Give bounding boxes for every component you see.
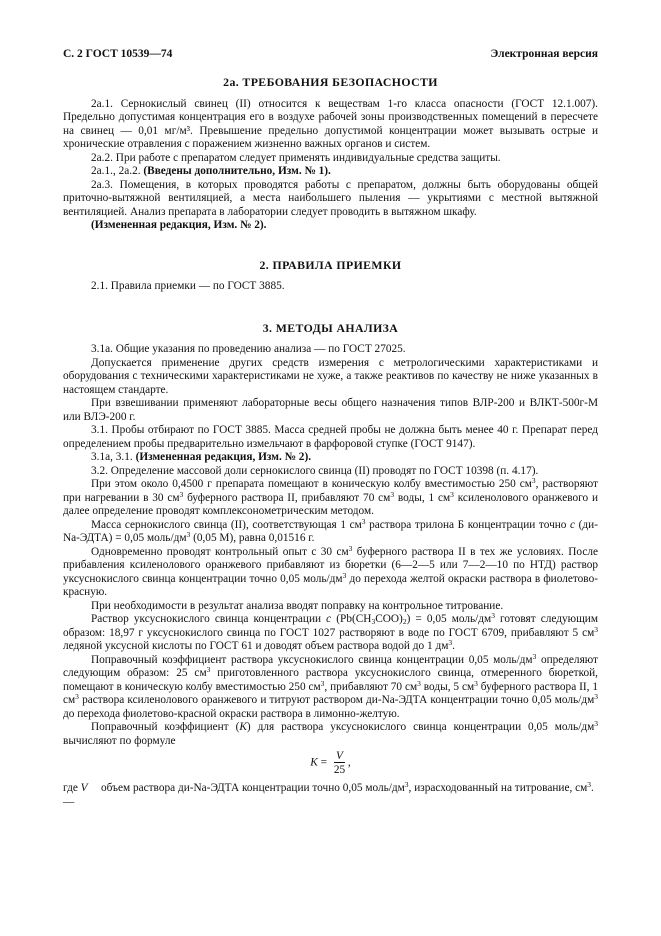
amend-ref: 2а.1., 2а.2.: [91, 165, 141, 177]
paragraph-3-2: 3.2. Определение массовой доли сернокислого свинца (II) проводят по ГОСТ 10398 (п. 4.17).: [91, 464, 539, 477]
paragraph-3-2-g: Поправочный коэффициент раствора уксуснокислого свинца концентрации 0,05 моль/$дм^3$ определяют следующим образом: 25 $см^3$ приготовленного раствора уксуснокислого свинца, отмеренного бюреткой, помещают в коническую колбу вместимостью 250 $см^3$, прибавляют 70 $см^3$ воды, 5 $см^3$ буферного раствора II, 1 $см^3$ раствора ксиленолового оранжевого и титруют раствором ди-Na-ЭДТА концентрации точно 0,05 моль/$дм^3$ до перехода фиолетово-красной окраски раствора в лимонно-желтую.: [63, 651, 598, 720]
page-header-right: Электронная версия: [490, 48, 598, 60]
paragraph-3-2-c: Масса сернокислого свинца (II), соответствующая 1 $см^3$ раствора трилона Б концентрации точно c (ди-Na-ЭДТА) = 0,05 моль/$дм^3$ (0,05 М), равна 0,01516 г.: [63, 516, 598, 544]
formula-equals: =: [317, 756, 330, 769]
amend-note: (Измененная редакция, Изм. № 2).: [135, 451, 312, 463]
paragraph-3-2-e: При необходимости в результат анализа вводят поправку на контрольное титрование.: [91, 599, 504, 612]
amend-note-2a: (Измененная редакция, Изм. № 2).: [91, 219, 267, 231]
paragraph-2-1: 2.1. Правила приемки — по ГОСТ 3885.: [91, 280, 285, 292]
paragraph-3-amend: [63, 451, 598, 465]
formula-fraction: [334, 750, 345, 776]
formula-denominator: 25: [333, 763, 346, 776]
formula-numerator: V: [336, 750, 343, 762]
where-label: где V —: [63, 782, 88, 808]
formula-k: [63, 750, 598, 780]
formula-tail: ,: [345, 756, 351, 769]
where-text: объем раствора ди-Na-ЭДТА концентрации точно 0,05 моль/$дм^3$, израсходованный на титрование, $см^3$.: [101, 780, 594, 794]
paragraph-2a-amend1: [63, 165, 598, 179]
paragraph-2a-3: 2а.3. Помещения, в которых проводятся работы с препаратом, должны быть оборудованы общей приточно-вытяжной вентиляцией, а места наибольшего пыления — укрытиями с местной вытяжной вентиляцией. Анализ препарата в лаборатории следует проводить в вытяжном шкафу.: [63, 178, 598, 218]
paragraph-3-2-h: Поправочный коэффициент (K) для раствора уксуснокислого свинца концентрации 0,05 моль/$дм^3$ вычисляют по формуле: [63, 719, 598, 747]
paragraph-3-1a-c: При взвешивании применяют лабораторные весы общего назначения типов ВЛР-200 и ВЛКТ-500г-М или ВЛЭ-200 г.: [63, 397, 598, 423]
amend-ref: 3.1а, 3.1.: [91, 451, 133, 463]
section-title-2: 2. ПРАВИЛА ПРИЕМКИ: [259, 257, 402, 272]
paragraph-3-1: 3.1. Пробы отбирают по ГОСТ 3885. Масса средней пробы не должна быть менее 40 г. Препарат перед определением пробы предварительно измельчают в фарфоровой ступке (ГОСТ 9147).: [63, 424, 598, 450]
paragraph-3-1a: 3.1а. Общие указания по проведению анализа — по ГОСТ 27025.: [91, 343, 406, 355]
document-body: [63, 76, 598, 809]
formula-where-clause: [63, 782, 598, 809]
paragraph-3-2-b: При этом около 0,4500 г препарата помещают в коническую колбу вместимостью 250 $см^3$, растворяют при нагревании в 30 $см^3$ буферного раствора II, прибавляют 70 $см^3$ воды, 1 $см^3$ ксиленолового оранжевого и далее определение проводят комплексонометрическим методом.: [63, 476, 599, 517]
paragraph-3-2-f: Раствор уксуснокислого свинца концентрации c $(Pb(CH_3COO)_2) = 0,05$ моль/$дм^3$ готовят следующим образом: 18,97 г уксуснокислого свинца по ГОСТ 1027 растворяют в воде по ГОСТ 6709, прибавляют 5 $см^3$ ледяной уксусной кислоты по ГОСТ 61 и доводят объем раствора водой до 1 $дм^3$.: [63, 611, 598, 652]
paragraph-2a-1: 2а.1. Сернокислый свинец (II) относится к веществам 1-го класса опасности (ГОСТ 12.1.007). Предельно допустимая концентрация его в воздухе рабочей зоны производственных помещений в пересчете на свинец — 0,01 мг/м³. Превышение предельно допустимой концентрации может вызывать острые и хронические отравления с поражением жизненно важных органов и систем.: [63, 97, 598, 150]
section-title-2a: 2а. ТРЕБОВАНИЯ БЕЗОПАСНОСТИ: [223, 75, 438, 89]
paragraph-3-1a-b: Допускается применение других средств измерения с метрологическими характеристиками и оборудования с техническими характеристиками не хуже, а также реактивов по качеству не ниже указанных в настоящем стандарте.: [63, 356, 598, 396]
formula-lhs: K: [310, 756, 318, 769]
page-header-left: С. 2 ГОСТ 10539—74: [63, 48, 173, 60]
section-title-3: 3. МЕТОДЫ АНАЛИЗА: [262, 320, 399, 335]
amend-note: (Введены дополнительно, Изм. № 1).: [143, 165, 331, 177]
paragraph-2a-2: 2а.2. При работе с препаратом следует применять индивидуальные средства защиты.: [91, 151, 501, 164]
paragraph-3-2-d: Одновременно проводят контрольный опыт с 30 $см^3$ буферного раствора II в тех же условиях. После прибавления ксиленолового оранжевого прибавляют из бюретки (6—2—5 или 7—2—10 по НТД) раствор уксуснокислого свинца концентрации точно 0,05 моль/$дм^3$ до перехода желтой окраски раствора в фиолетово-красную.: [63, 543, 598, 598]
